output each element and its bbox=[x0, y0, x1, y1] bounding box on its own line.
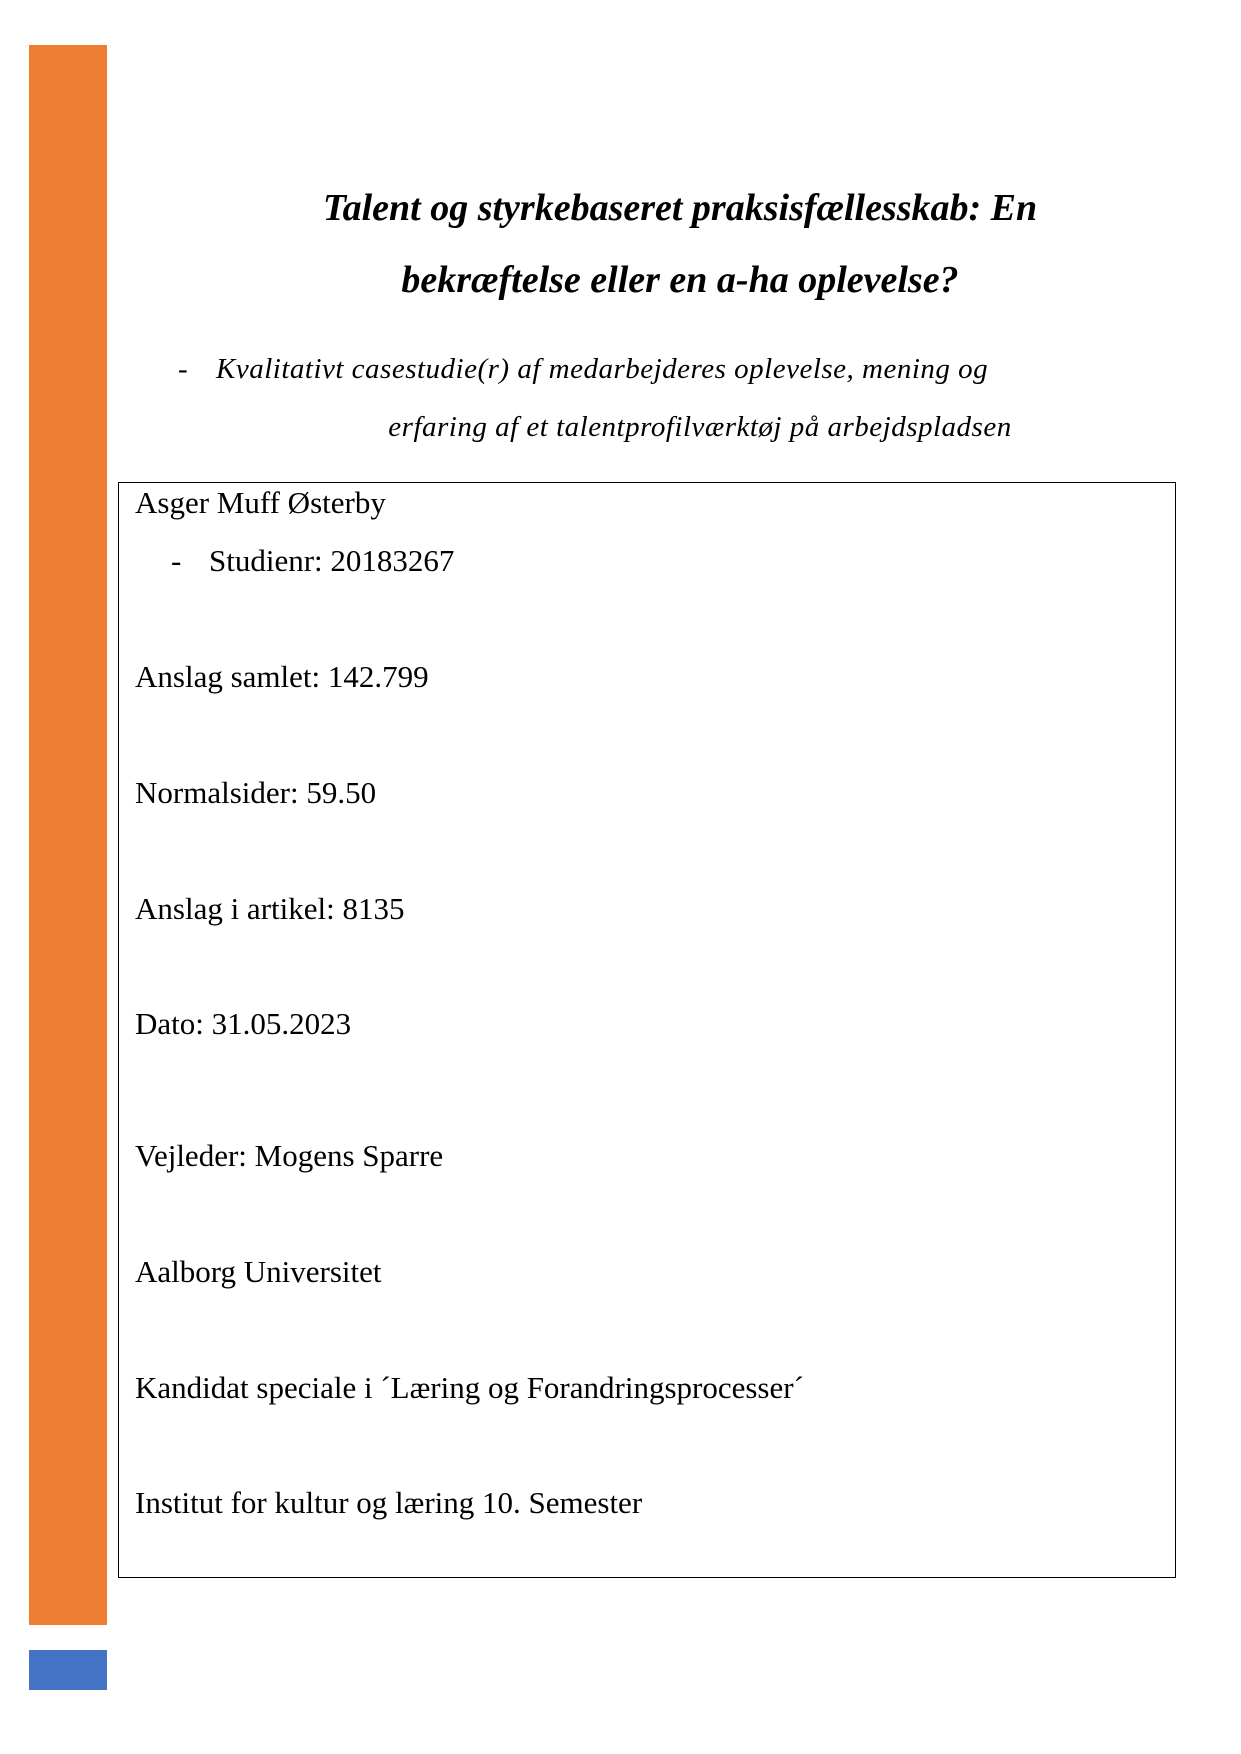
normalsider: Normalsider: 59.50 bbox=[135, 775, 377, 810]
student-number-text: Studienr: 20183267 bbox=[209, 543, 455, 578]
dato: Dato: 31.05.2023 bbox=[135, 1006, 352, 1041]
vejleder: Vejleder: Mogens Sparre bbox=[135, 1138, 444, 1173]
title-line-2: bekræftelse eller en a-ha oplevelse? bbox=[401, 259, 959, 301]
page-title bbox=[160, 172, 1200, 316]
student-bullet: - bbox=[171, 543, 182, 578]
subtitle-line-1 bbox=[170, 340, 1130, 398]
info-box bbox=[118, 482, 1176, 1578]
subtitle-bullet: - bbox=[178, 353, 189, 385]
institute: Institut for kultur og læring 10. Semester bbox=[135, 1485, 643, 1520]
subtitle bbox=[170, 340, 1130, 456]
student-number bbox=[171, 541, 454, 581]
program: Kandidat speciale i ´Læring og Forandringsprocesser´ bbox=[135, 1370, 804, 1405]
subtitle-line-2: erfaring af et talentprofilværktøj på arbejdspladsen bbox=[388, 411, 1012, 443]
anslag-i-artikel: Anslag i artikel: 8135 bbox=[135, 891, 405, 926]
blue-side-block bbox=[29, 1650, 107, 1690]
orange-side-bar bbox=[29, 45, 107, 1625]
university: Aalborg Universitet bbox=[135, 1254, 382, 1289]
title-line-1: Talent og styrkebaseret praksisfællesskab: En bbox=[322, 187, 1038, 229]
author-name: Asger Muff Østerby bbox=[135, 485, 386, 520]
anslag-samlet: Anslag samlet: 142.799 bbox=[135, 659, 429, 694]
subtitle-line-1-text: Kvalitativt casestudie(r) af medarbejderes oplevelse, mening og bbox=[216, 353, 989, 385]
